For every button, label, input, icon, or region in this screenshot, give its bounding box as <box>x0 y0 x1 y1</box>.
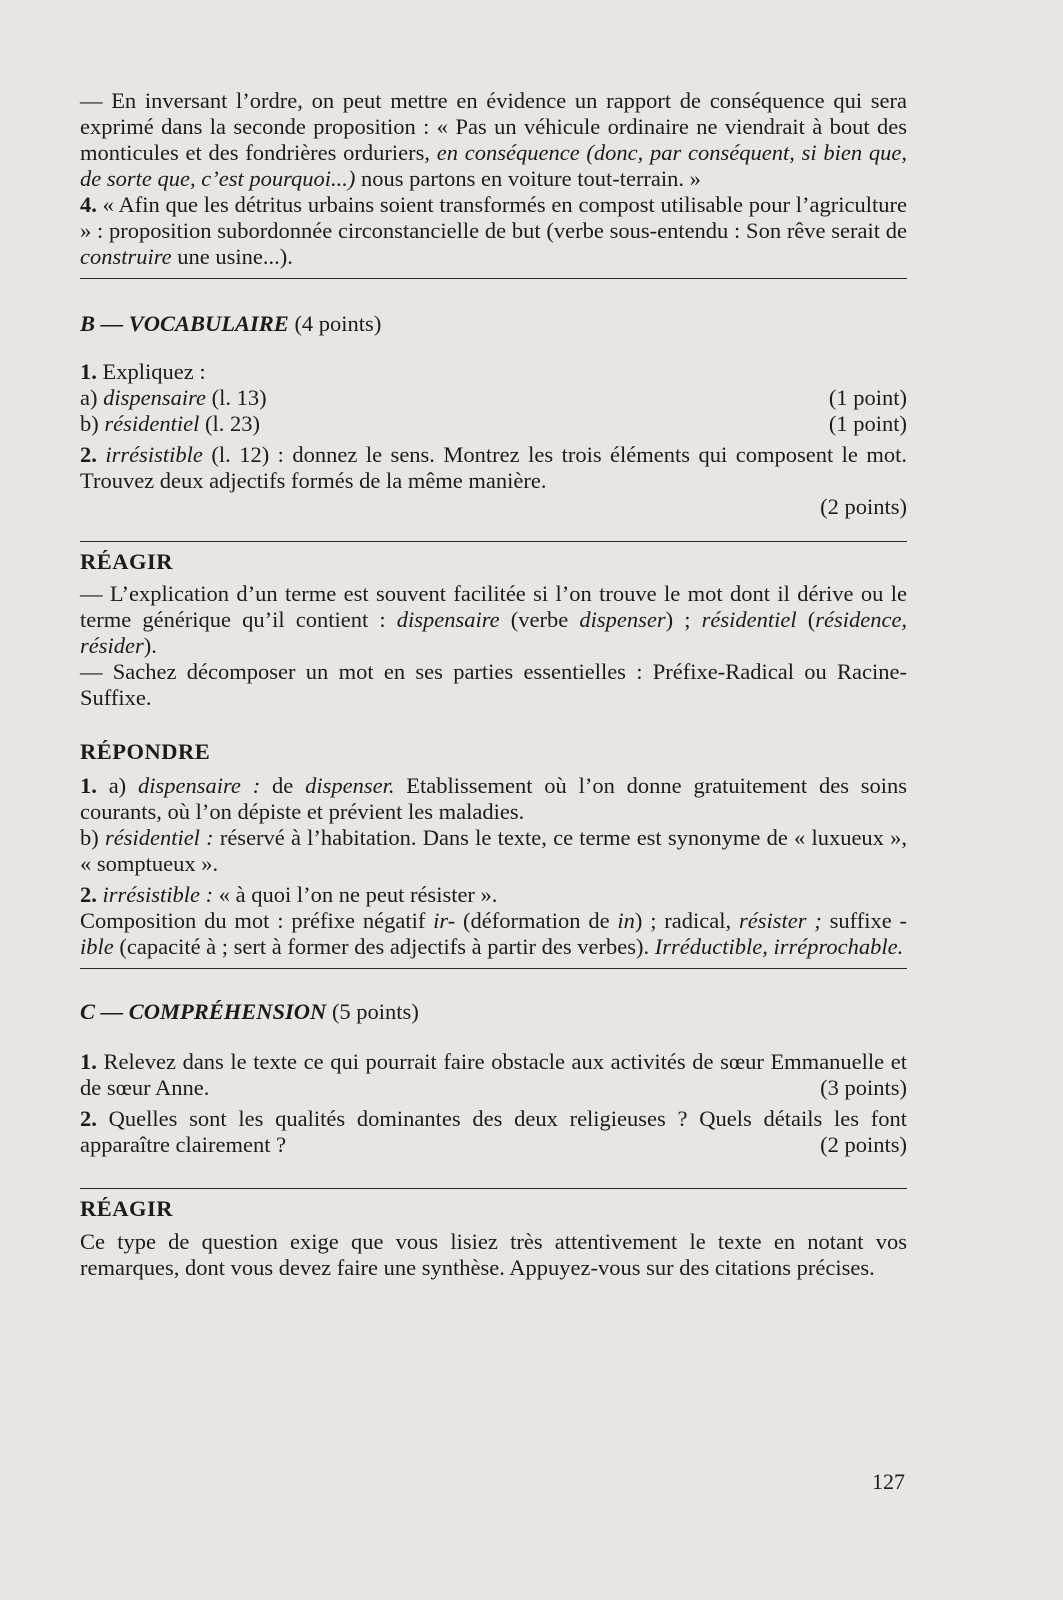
question-b2: 2. irrésistible (l. 12) : donnez le sens. Montrez les trois éléments qui composent le mot. Trouvez deux adjectifs formés de la même manière. <box>80 442 908 493</box>
points-label: (1 point) <box>828 385 907 410</box>
answer-b2: 2. irrésistible : « à quoi l’on ne peut résister ». <box>80 882 498 907</box>
question-b1b: b) résidentiel (l. 23) (1 point) <box>80 411 907 436</box>
question-b1a: a) dispensaire (l. 13) (1 point) <box>80 385 907 410</box>
reagir-heading: RÉAGIR <box>80 1196 174 1221</box>
reagir-c-text: Ce type de question exige que vous lisiez très attentivement le texte en notant vos remarques, dont vous devez faire une synthèse. Appuyez-vous sur des citations précises. <box>80 1229 907 1280</box>
answer-b1b: b) résidentiel : réservé à l’habitation. Dans le texte, ce terme est synonyme de « luxueux », « somptueux ». <box>80 825 907 876</box>
consequence-paragraph: — En inversant l’ordre, on peut mettre en évidence un rapport de conséquence qui sera exprimé dans la seconde proposition : « Pas un véhicule ordinaire ne viendrait à bout des monticules et des fondrières orduriers, en conséquence (donc, par conséquent, si bien que, de sorte que, c’est pourquoi...) nous partons en voiture tout-terrain. » <box>80 88 907 191</box>
section-b-title: B — VOCABULAIRE (4 points) <box>80 311 382 336</box>
points-label: (2 points) <box>820 1132 907 1157</box>
page-number: 127 <box>872 1469 905 1494</box>
reagir-b-tip-2: — Sachez décomposer un mot en ses parties essentielles : Préfixe-Radical ou Racine-Suffixe. <box>80 659 907 710</box>
repondre-heading: RÉPONDRE <box>80 739 211 764</box>
section-c-title: C — COMPRÉHENSION (5 points) <box>80 999 419 1024</box>
question-c1: 1. Relevez dans le texte ce qui pourrait faire obstacle aux activités de sœur Emmanuelle et de sœur Anne. <box>80 1049 908 1100</box>
points-label: (1 point) <box>828 411 907 436</box>
points-label: (2 points) <box>820 494 907 519</box>
answer-b2-composition: Composition du mot : préfixe négatif ir- (déformation de in) ; radical, résister ; suffixe -ible (capacité à ; sert à former des adjectifs à partir des verbes). Irréductible, irréprochable. <box>80 908 908 959</box>
answer-b1a: 1. a) dispensaire : de dispenser. Etablissement où l’on donne gratuitement des soins courants, où l’on dépiste et prévient les maladies. <box>80 773 908 824</box>
question-c2: 2. Quelles sont les qualités dominantes des deux religieuses ? Quels détails les font apparaître clairement ? <box>80 1106 907 1157</box>
points-label: (3 points) <box>820 1075 907 1100</box>
reagir-b-tip-1: — L’explication d’un terme est souvent facilitée si l’on trouve le mot dont il dérive ou le terme générique qu’il contient : dispensaire (verbe dispenser) ; résidentiel (résidence, résider). <box>80 581 908 658</box>
reagir-heading: RÉAGIR <box>80 549 174 574</box>
question-b1: 1. Expliquez : <box>80 359 206 384</box>
answer-4-paragraph: 4. « Afin que les détritus urbains soient transformés en compost utilisable pour l’agriculture » : proposition subordonnée circonstancielle de but (verbe sous-entendu : Son rêve serait de construire une usine...). <box>80 192 907 269</box>
